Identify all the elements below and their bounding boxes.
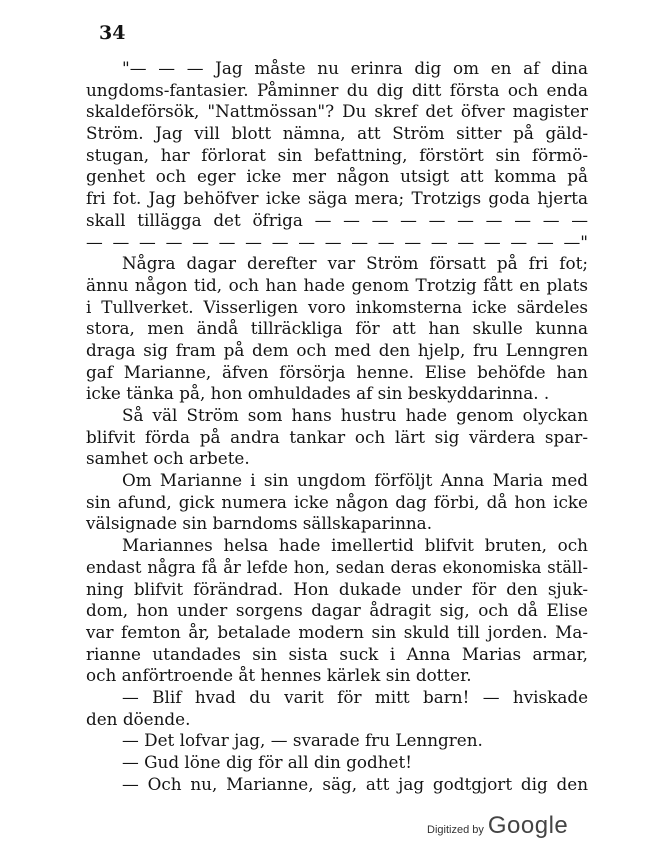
text-line: "— — — Jag måste nu erinra dig om en af dina (122, 58, 588, 78)
text-line: endast några få år lefde hon, sedan deras ekonomiska ställ- (86, 557, 588, 577)
text-line: — Det lofvar jag, — svarade fru Lenngren. (122, 730, 483, 751)
page-number: 34 (99, 22, 126, 44)
text-line: samhet och arbete. (86, 448, 250, 469)
digitization-watermark (427, 812, 568, 840)
body-text (86, 58, 588, 795)
text-line: Om Marianne i sin ungdom förföljt Anna Maria med (122, 470, 588, 491)
text-line: ännu någon tid, och han hade genom Trotzig fått en plats (86, 274, 588, 295)
text-line: dom, hon under sorgens dagar ådragit sig, och då Elise (86, 600, 588, 621)
text-line: fri fot. Jag behöfver icke säga mera; Trotzigs goda hjerta (86, 188, 588, 209)
text-line: skaldeförsök, "Nattmössan"? Du skref det öfver magister (86, 101, 588, 122)
text-line: ungdoms-fantasier. Påminner du dig ditt första och enda (86, 79, 588, 100)
text-line: gaf Marianne, äfven försörja henne. Elise behöfde han (86, 361, 588, 382)
text-line: — — — — — — — — — — — — — — — — — — —" (86, 231, 588, 252)
text-line: — Blif hvad du varit för mitt barn! — hviskade (122, 686, 588, 707)
text-line: — Och nu, Marianne, säg, att jag godtgjort dig den (122, 773, 588, 794)
text-line: i Tullverket. Visserligen voro inkomsterna icke särdeles (86, 296, 588, 317)
text-line: och anförtroende åt hennes kärlek sin dotter. (86, 665, 472, 686)
text-line: sin afund, gick numera icke någon dag förbi, då hon icke (86, 491, 588, 512)
text-line: stora, men ändå tillräckliga för att han skulle kunna (86, 318, 588, 339)
watermark-logo: Google (487, 812, 569, 839)
watermark-prefix: Digitized by (427, 824, 484, 836)
text-line: skall tillägga det öfriga — — — — — — — — — — (86, 209, 588, 230)
text-line: draga sig fram på dem och med den hjelp, fru Lenngren (86, 339, 588, 360)
text-line: — Gud löne dig för all din godhet! (122, 752, 412, 772)
text-line: Ström. Jag vill blott nämna, att Ström sitter på gäld- (86, 123, 588, 144)
text-line: blifvit förda på andra tankar och lärt sig värdera spar- (86, 426, 588, 447)
text-line: den döende. (86, 708, 191, 729)
text-line: välsignade sin barndoms sällskaparinna. (86, 513, 433, 534)
text-line: Mariannes helsa hade imellertid blifvit bruten, och (122, 535, 588, 556)
text-line: var femton år, betalade modern sin skuld till jorden. Ma- (86, 621, 588, 642)
text-line: stugan, har förlorat sin befattning, förstört sin förmö- (86, 144, 588, 165)
text-line: genhet och eger icke mer någon utsigt att komma på (86, 166, 588, 187)
text-line: ning blifvit förändrad. Hon dukade under för den sjuk- (86, 578, 588, 599)
text-line: Några dagar derefter var Ström försatt på fri fot; (122, 253, 588, 274)
text-line: rianne utandades sin sista suck i Anna Marias armar, (86, 643, 588, 664)
text-line: icke tänka på, hon omhuldades af sin beskyddarinna. . (86, 383, 550, 404)
text-line: Så väl Ström som hans hustru hade genom olyckan (122, 405, 588, 425)
